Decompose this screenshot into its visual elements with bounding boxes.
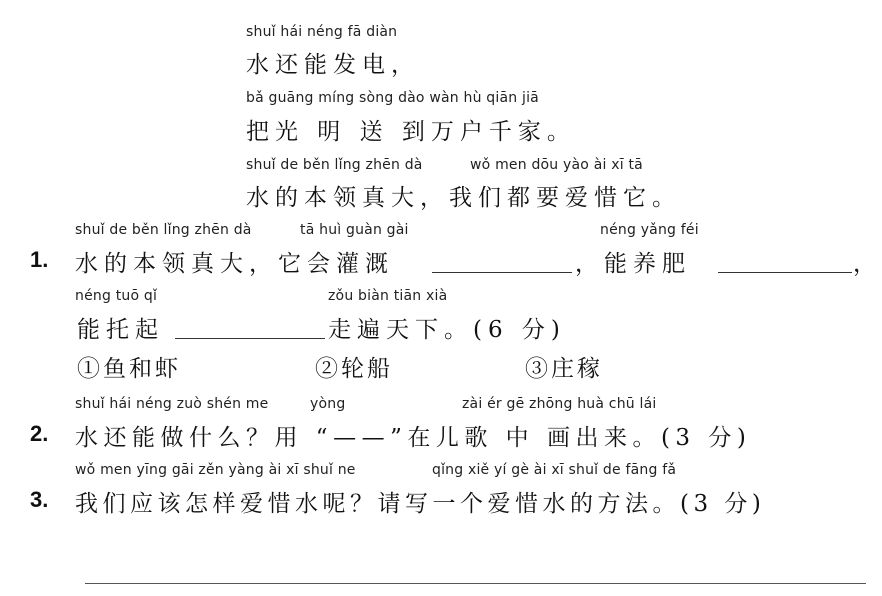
poem-line3-pinyin-a: shuǐ de běn lǐng zhēn dà	[246, 157, 423, 173]
poem-line2-pinyin: bǎ guāng míng sòng dào wàn hù qiān jiā	[246, 90, 539, 106]
q2-pinyin-c: zài ér gē zhōng huà chū lái	[462, 396, 657, 412]
q2-pinyin-b: yòng	[310, 396, 346, 412]
q1-pinyin-d: néng tuō qǐ	[75, 288, 158, 304]
q1-pinyin-e: zǒu biàn tiān xià	[328, 288, 448, 304]
q1-option-2: ②轮船	[315, 356, 393, 382]
poem-line1-pinyin: shuǐ hái néng fā diàn	[246, 24, 398, 40]
poem-line1-text: 水还能发电，	[246, 52, 420, 78]
q1-option-1: ①鱼和虾	[77, 356, 181, 382]
answer-line[interactable]	[85, 583, 866, 584]
poem-line3-pinyin-b: wǒ men dōu yào ài xī tā	[470, 157, 643, 173]
q1-text-b-end: ，	[853, 251, 882, 277]
poem-line3-text: 水的本领真大，我们都要爱惜它。	[246, 185, 681, 211]
q3-number: 3.	[30, 487, 49, 512]
q2-number: 2.	[30, 421, 49, 446]
poem-line2-text: 把光 明 送 到万户千家。	[246, 119, 576, 145]
q1-text-d: 走遍天下。(6 分)	[328, 317, 566, 343]
q1-option-3: ③庄稼	[525, 356, 603, 382]
q3-pinyin-a: wǒ men yīng gāi zěn yàng ài xī shuǐ ne	[75, 462, 356, 478]
q1-number: 1.	[30, 247, 49, 272]
q1-pinyin-a: shuǐ de běn lǐng zhēn dà	[75, 222, 252, 238]
q1-text-b: ，能养肥	[575, 251, 691, 277]
q1-blank-1[interactable]	[432, 272, 572, 273]
q3-text: 我们应该怎样爱惜水呢？请写一个爱惜水的方法。(3 分)	[75, 491, 766, 517]
q2-pinyin-a: shuǐ hái néng zuò shén me	[75, 396, 269, 412]
q1-blank-3[interactable]	[175, 338, 325, 339]
q2-text: 水还能做什么？用 “——”在儿歌 中 画出来。(3 分)	[75, 425, 752, 451]
q1-pinyin-b: tā huì guàn gài	[300, 222, 409, 238]
q3-pinyin-b: qǐng xiě yí gè ài xī shuǐ de fāng fǎ	[432, 462, 677, 478]
q1-text-c: 能托起	[77, 317, 164, 343]
q1-pinyin-c: néng yǎng féi	[600, 222, 699, 238]
q1-text-a: 水的本领真大，它会灌溉	[75, 251, 394, 277]
q1-blank-2[interactable]	[718, 272, 852, 273]
